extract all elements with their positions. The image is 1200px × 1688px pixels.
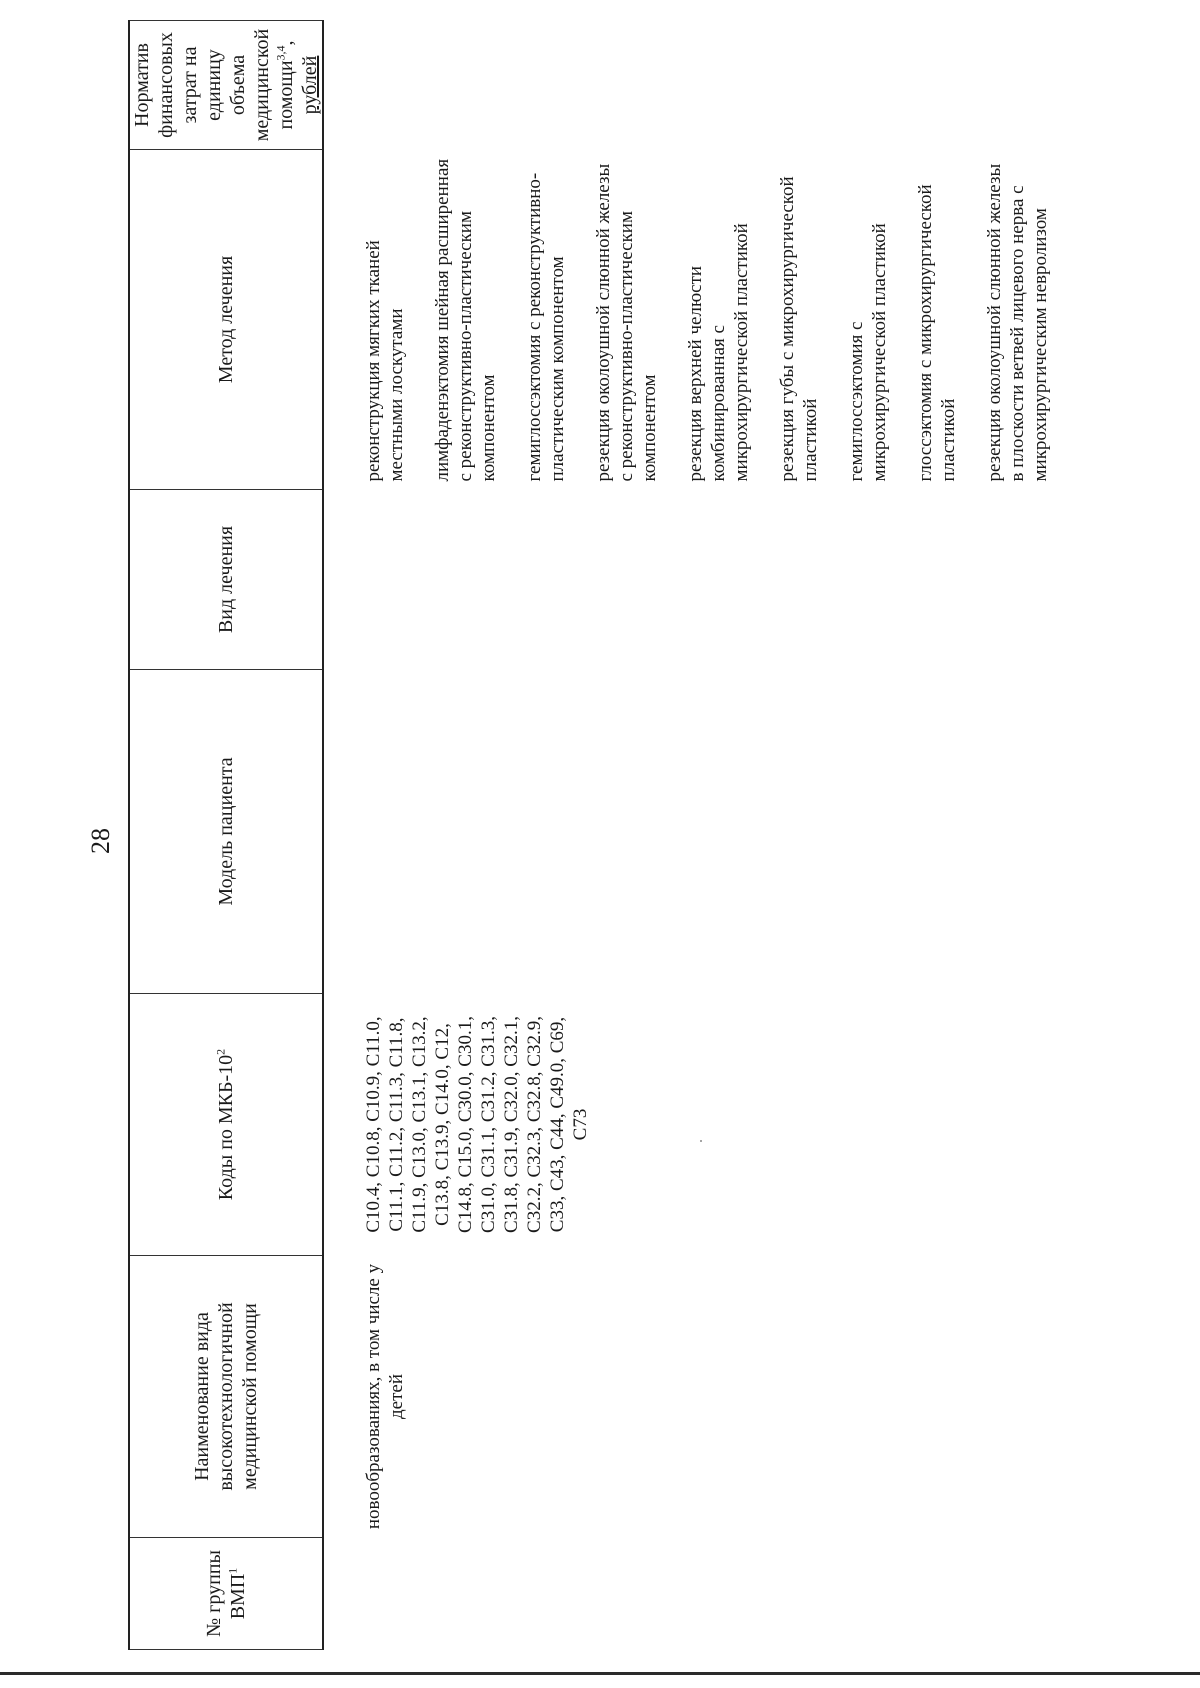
method-item: резекция верхней челюсти комбинированная с микрохирургической пластикой [685, 223, 752, 482]
cell-patient-model [323, 670, 1052, 994]
method-item: резекция губы с микрохирургической пластикой [777, 176, 821, 482]
header-treatment-method: Метод лечения [129, 150, 323, 490]
page-number: 28 [86, 828, 115, 854]
cell-treatment-type [323, 490, 1052, 670]
vmp-table [128, 20, 1052, 1650]
method-item: глоссэктомия с микрохирургической пластикой [915, 184, 959, 482]
header-care-type-name: Наименование вида высокотехнологичной медицинской помощи [129, 1256, 323, 1538]
header-patient-model: Модель пациента [129, 670, 323, 994]
scan-speck [700, 1140, 702, 1142]
header-cost-norm-unit: , рублей [275, 40, 321, 115]
table-row [323, 21, 1052, 1650]
table-header-row [129, 21, 323, 1650]
header-group-number-text: № группы ВМП [203, 1550, 249, 1637]
header-icd-codes-text: Коды по МКБ-10 [215, 1054, 237, 1201]
method-item: резекция околоушной слюнной железы с реконструктивно-пластическим компонентом [593, 163, 660, 482]
header-icd-codes [129, 994, 323, 1256]
method-item: лимфаденэктомия шейная расширенная с реконструктивно-пластическим компонентом [432, 158, 499, 482]
method-item: реконструкция мягких тканей местными лоскутами [363, 240, 407, 482]
header-treatment-type: Вид лечения [129, 490, 323, 670]
scan-edge-rule [0, 1672, 1200, 1675]
cell-treatment-methods [323, 150, 1052, 490]
header-cost-norm-text: Норматив финансовых затрат на единицу объема медицинской помощи [131, 28, 297, 142]
method-item: резекция околоушной слюнной железы в плоскости ветвей лицевого нерва с микрохирургическим невролизом [984, 163, 1051, 482]
method-item: гемиглоссэктомия с микрохирургической пластикой [846, 223, 890, 482]
header-cost-norm [129, 21, 323, 150]
header-group-number-footnote: 1 [225, 1567, 240, 1574]
header-icd-codes-footnote: 2 [213, 1048, 228, 1055]
cell-cost-norm [323, 21, 1052, 150]
header-group-number [129, 1538, 323, 1650]
header-cost-norm-footnote: 3,4 [273, 45, 288, 61]
method-item: гемиглоссэктомия с реконструктивно-пластическим компонентом [524, 172, 568, 482]
cell-icd-codes: C10.4, C10.8, C10.9, C11.0, C11.1, C11.2, C11.3, C11.8, C11.9, C13.0, C13.1, C13.2, C13.8, C13.9, C14.0, C12, C14.8, C15.0, C30.0, C30.1, C31.0, C31.1, C31.2, C31.3, C31.8, C31.9, C32.0, C32.1, C32.2, C32.3, C32.8, C32.9, C33, C43, C44, C49.0, C69, C73 [363, 1016, 591, 1233]
cell-care-type-name: новообразованиях, в том числе у детей [363, 1263, 407, 1530]
cell-group-number [323, 1538, 1052, 1650]
